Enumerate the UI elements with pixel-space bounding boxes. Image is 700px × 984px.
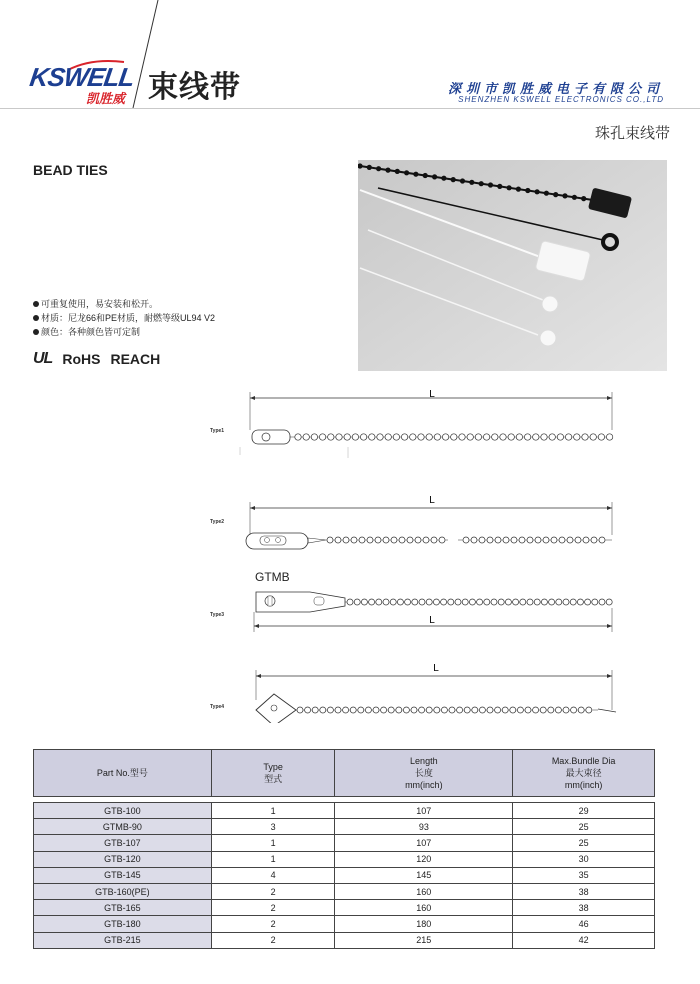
type-cell: 2 [211,900,335,916]
bead [403,707,409,713]
bead [527,537,533,543]
bundle-dia-cell: 25 [513,835,655,851]
bead [361,599,367,605]
feature-item: 颜色：各种颜色皆可定制 [33,325,215,339]
bead [563,599,569,605]
bead [396,707,402,713]
table-row [34,803,655,819]
column-header-type: Type 型式 [211,750,335,797]
photo-bead [395,169,400,174]
length-cell: 160 [335,900,513,916]
bead [441,599,447,605]
part-cell: GTB-145 [34,867,212,883]
bead [441,707,447,713]
photo-bead [413,172,418,177]
company-logo-chinese: 凯胜威 [86,91,126,106]
table-row [34,835,655,851]
length-cell: 180 [335,916,513,932]
bundle-dia-cell: 29 [513,803,655,819]
bead [556,599,562,605]
table-row [34,932,655,948]
table-row [34,867,655,883]
photo-bead [488,182,493,187]
bead [555,707,561,713]
bead [405,599,411,605]
bead [549,434,555,440]
bead [462,599,468,605]
table-row [34,900,655,916]
type1-label: Type1 [210,428,225,434]
photo-bead [385,168,390,173]
bead [354,599,360,605]
bead [586,707,592,713]
part-cell: GTB-180 [34,916,212,932]
bundle-dia-cell: 30 [513,851,655,867]
certification-row [33,350,160,368]
bead [418,434,424,440]
part-cell: GTB-107 [34,835,212,851]
bead [524,434,530,440]
bead [426,599,432,605]
bead [475,434,481,440]
photo-bead [367,165,372,170]
photo-bead [562,193,567,198]
part-cell: GTMB-90 [34,819,212,835]
photo-bead [497,184,502,189]
type-cell: 2 [211,883,335,899]
bead [295,434,301,440]
bead [449,707,455,713]
bead [451,434,457,440]
photo-bead [432,174,437,179]
bullet-icon [33,315,39,321]
bead [578,707,584,713]
bead [455,599,461,605]
bundle-dia-cell: 38 [513,900,655,916]
bead [391,537,397,543]
bead [511,537,517,543]
bead [388,707,394,713]
photo-bead [553,192,558,197]
bead [599,537,605,543]
photo-bead [572,195,577,200]
rohs-certification: RoHS [62,351,101,367]
company-logo-text: KSWELL [27,62,136,92]
length-cell: 145 [335,867,513,883]
bead [516,434,522,440]
bead [431,537,437,543]
type-cell: 4 [211,867,335,883]
table-row [34,883,655,899]
bead [508,434,514,440]
feature-item: 可重复使用，易安装和松开。 [33,297,215,311]
product-title: BEAD TIES [33,162,108,178]
bead [533,707,539,713]
bead [419,707,425,713]
photo-bead [460,178,465,183]
bead [327,707,333,713]
bead [517,707,523,713]
photo-bead [544,191,549,196]
product-subtitle: 珠孔束线带 [594,125,670,142]
length-cell: 107 [335,835,513,851]
bead [563,707,569,713]
bead [383,599,389,605]
bead [419,599,425,605]
photo-bead [479,181,484,186]
bead [358,707,364,713]
bead [505,599,511,605]
bundle-dia-cell: 38 [513,883,655,899]
bead [577,599,583,605]
bead [344,434,350,440]
photo-bead [516,187,521,192]
photo-bead [469,180,474,185]
bead [407,537,413,543]
bead [491,599,497,605]
bead [297,707,303,713]
bead [457,707,463,713]
table-row [34,916,655,932]
type3-model-name: GTMB [255,570,290,584]
bead [351,537,357,543]
page-header [0,0,700,110]
bead [434,707,440,713]
part-cell: GTB-100 [34,803,212,819]
bead [535,537,541,543]
bead [479,707,485,713]
bead [439,537,445,543]
bead [598,434,604,440]
photo-bead [535,189,540,194]
bead [433,599,439,605]
bead [570,599,576,605]
page-title: 束线带 [148,71,241,104]
bundle-dia-cell: 42 [513,932,655,948]
part-cell: GTB-120 [34,851,212,867]
bead [335,707,341,713]
bead [336,434,342,440]
bundle-dia-cell: 25 [513,819,655,835]
bead [487,537,493,543]
bead [606,599,612,605]
bead [311,434,317,440]
header-rule [0,108,700,109]
bead [498,599,504,605]
bead [487,707,493,713]
bead [571,707,577,713]
bundle-dia-cell: 46 [513,916,655,932]
bead [343,537,349,543]
dimension-label-type4: L [433,663,439,674]
bead [495,707,501,713]
bead [381,707,387,713]
photo-bead [581,196,586,201]
bead [312,707,318,713]
table-header-row [34,750,655,797]
company-name-english: SHENZHEN KSWELL ELECTRONICS CO.,LTD [458,95,664,104]
bead [401,434,407,440]
bead [606,434,612,440]
bead [472,707,478,713]
bead [567,537,573,543]
bead [434,434,440,440]
length-cell: 160 [335,883,513,899]
bead [469,599,475,605]
type2-label: Type2 [210,519,225,525]
bead [492,434,498,440]
bead [502,707,508,713]
bead [423,537,429,543]
type-cell: 1 [211,851,335,867]
photo-bead [441,176,446,181]
bead [510,707,516,713]
bead [484,599,490,605]
feature-list [33,297,215,339]
bead [599,599,605,605]
bead [448,599,454,605]
company-name-chinese: 深圳市凯胜威电子有限公司 [447,81,664,96]
bead [483,434,489,440]
bead [303,434,309,440]
bead [503,537,509,543]
type4-drawing [256,663,616,723]
photo-bead [451,177,456,182]
bead [574,434,580,440]
bead [559,537,565,543]
bead [543,537,549,543]
bead [335,537,341,543]
bead [495,537,501,543]
dimension-label-type2: L [429,495,435,506]
bead [352,434,358,440]
bead [534,599,540,605]
table-row [34,819,655,835]
bundle-dia-cell: 35 [513,867,655,883]
photo-bead [404,170,409,175]
photo-bead [525,188,530,193]
photo-bead [376,166,381,171]
type-cell: 1 [211,803,335,819]
bead [385,434,391,440]
type4-label: Type4 [210,704,225,710]
bead [541,434,547,440]
type-cell: 1 [211,835,335,851]
type3-label: Type3 [210,612,225,618]
bead [557,434,563,440]
bead [442,434,448,440]
bead [585,599,591,605]
bead [411,707,417,713]
product-photo [358,160,667,371]
bead [377,434,383,440]
bead [365,707,371,713]
bead [327,537,333,543]
bead [415,537,421,543]
dimension-label-type3: L [429,615,435,626]
bead [548,707,554,713]
bead [328,434,334,440]
bead [383,537,389,543]
photo-bead [423,173,428,178]
bead [500,434,506,440]
bead [591,537,597,543]
bead [477,599,483,605]
bead [527,599,533,605]
bead [359,537,365,543]
length-cell: 93 [335,819,513,835]
bead-tie-drawings [0,378,700,723]
type-cell: 2 [211,932,335,948]
bead [343,707,349,713]
bead [375,537,381,543]
part-cell: GTB-215 [34,932,212,948]
specification-table [33,749,655,949]
bead [347,599,353,605]
dimension-label-type1: L [429,389,435,400]
bead [305,707,311,713]
bead [393,434,399,440]
bead [373,707,379,713]
bead [426,434,432,440]
bead [459,434,465,440]
type3-drawing [254,592,612,632]
bead [565,434,571,440]
bead [367,537,373,543]
bead [369,434,375,440]
bead [519,537,525,543]
bead [583,537,589,543]
bead [376,599,382,605]
bead [525,707,531,713]
type1-drawing [240,389,613,458]
bead [350,707,356,713]
column-header-bundle-dia: Max.Bundle Dia 最大束径 mm(inch) [513,750,655,797]
bead [320,707,326,713]
bead [464,707,470,713]
feature-item: 材质：尼龙66和PE材质，耐燃等级UL94 V2 [33,311,215,325]
bead [513,599,519,605]
length-cell: 120 [335,851,513,867]
bead [590,434,596,440]
bead [467,434,473,440]
type2-drawing [246,495,612,549]
reach-certification: REACH [110,351,161,367]
bead [549,599,555,605]
bead [533,434,539,440]
bead [360,434,366,440]
table-row [34,851,655,867]
bead [463,537,469,543]
bead [426,707,432,713]
bead [390,599,396,605]
bead [541,599,547,605]
bead [479,537,485,543]
bead [520,599,526,605]
bead [369,599,375,605]
bead [399,537,405,543]
bead [397,599,403,605]
photo-bead [507,185,512,190]
column-header-length: Length 长度 mm(inch) [335,750,513,797]
bullet-icon [33,329,39,335]
type-cell: 3 [211,819,335,835]
column-header-part: Part No.型号 [34,750,212,797]
bead [592,599,598,605]
length-cell: 215 [335,932,513,948]
ul-certification-logo: UL [33,350,53,367]
bead [582,434,588,440]
bead [319,434,325,440]
bead [551,537,557,543]
part-cell: GTB-160(PE) [34,883,212,899]
type-cell: 2 [211,916,335,932]
bead [471,537,477,543]
bullet-icon [33,301,39,307]
bead [540,707,546,713]
bead [575,537,581,543]
bead [410,434,416,440]
part-cell: GTB-165 [34,900,212,916]
bead [412,599,418,605]
length-cell: 107 [335,803,513,819]
